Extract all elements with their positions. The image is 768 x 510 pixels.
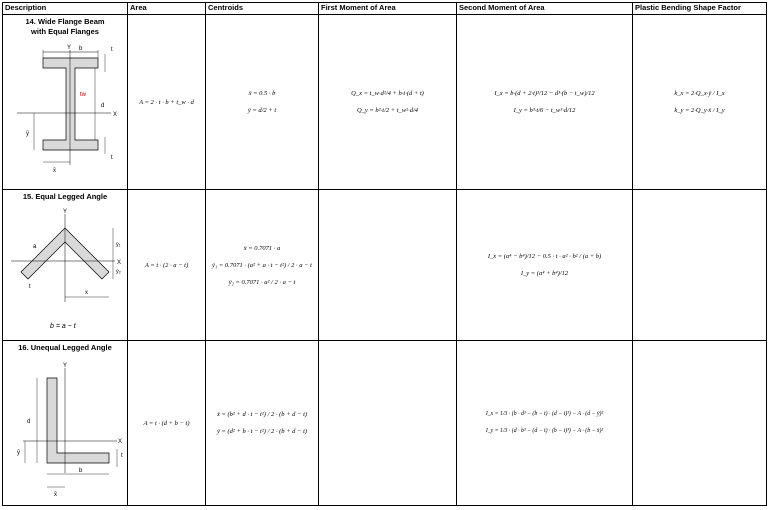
description-cell xyxy=(3,190,128,341)
centroids-cell xyxy=(206,15,319,190)
svg-text:x: x xyxy=(85,290,88,296)
second-moment-cell xyxy=(457,15,633,190)
svg-text:x̄: x̄ xyxy=(54,492,57,498)
centroid-y: ȳ = d/2 + t xyxy=(247,107,277,114)
header-description: Description xyxy=(3,3,128,15)
area-cell xyxy=(128,341,206,506)
header-centroids: Centroids xyxy=(206,3,319,15)
header-row xyxy=(3,3,767,15)
shape-factor-kx: k_x = 2·Q_x·ȳ / I_x xyxy=(674,90,725,97)
svg-text:d: d xyxy=(27,419,31,425)
second-moment-iy: I_y = 1/3 · (d · b³ − (d − t) · (b − t)³) − A · (b − x̄)² xyxy=(485,428,604,434)
svg-text:Y: Y xyxy=(63,209,68,215)
centroid-y: ȳ = (d² + b · t − t²) / 2 · (b + d − t) xyxy=(216,428,308,435)
shape-factor-cell xyxy=(633,15,767,190)
area-formula: A = t · (d + b − t) xyxy=(143,419,190,427)
angle-caption: b = a − t xyxy=(50,323,76,330)
centroid-x: x̄ = 0.5 · b xyxy=(248,90,276,97)
svg-text:X: X xyxy=(117,260,122,266)
row-title: 14. Wide Flange Beam with Equal Flanges xyxy=(25,17,105,36)
svg-text:Y: Y xyxy=(63,363,68,369)
shape-factor-ky: k_y = 2·Q_y·x̄ / I_y xyxy=(674,107,725,114)
header-second-moment: Second Moment of Area xyxy=(457,3,633,15)
svg-text:d: d xyxy=(101,103,105,109)
first-moment-qy: Q_y = b²·t/2 + t_w²·d/4 xyxy=(356,107,419,114)
second-moment-ix: I_x = (a⁴ − b⁴)/12 − 0.5 · t · a² · b² / (a + b) xyxy=(487,253,602,260)
area-cell xyxy=(128,190,206,341)
centroids-cell xyxy=(206,190,319,341)
first-moment-qx: Q_x = t_w·d²/4 + b·t·(d + t) xyxy=(351,90,424,97)
svg-text:ȳ₁: ȳ₁ xyxy=(116,242,121,248)
svg-text:b: b xyxy=(79,468,83,474)
svg-text:X: X xyxy=(118,439,123,445)
table-row xyxy=(3,190,767,341)
second-moment-ix: I_x = b·(d + 2·t)³/12 − d³·(b − t_w)/12 xyxy=(494,90,595,97)
row-title: 16. Unequal Legged Angle xyxy=(18,343,112,352)
second-moment-iy: I_y = (a⁴ + b⁴)/12 xyxy=(520,270,569,277)
svg-text:tw: tw xyxy=(80,92,86,98)
svg-text:t: t xyxy=(111,155,113,161)
area-formula: A = 2 · t · b + t_w · d xyxy=(139,98,194,106)
svg-text:ȳ: ȳ xyxy=(17,450,20,456)
svg-text:x̄: x̄ xyxy=(53,168,56,174)
table-row xyxy=(3,15,767,190)
svg-text:ȳ₂: ȳ₂ xyxy=(116,269,121,275)
description-cell xyxy=(3,341,128,506)
equal-angle-diagram xyxy=(3,202,126,337)
svg-text:a: a xyxy=(33,244,37,250)
section-properties-table xyxy=(2,2,767,506)
svg-text:t: t xyxy=(29,284,31,290)
svg-text:Y: Y xyxy=(67,45,72,51)
description-cell xyxy=(3,15,128,190)
area-cell xyxy=(128,15,206,190)
first-moment-cell xyxy=(319,15,457,190)
table-row xyxy=(3,341,767,506)
row-title: 15. Equal Legged Angle xyxy=(22,192,108,201)
unequal-angle-diagram xyxy=(3,353,126,503)
centroid-x: x̄ = (b² + d · t − t²) / 2 · (b + d − t) xyxy=(216,411,308,418)
svg-text:X: X xyxy=(113,112,118,118)
centroid-x: x̄ = 0.7071 · a xyxy=(243,244,281,252)
svg-text:t: t xyxy=(111,47,113,53)
area-formula: A = t · (2 · a − t) xyxy=(144,261,189,269)
first-moment-cell xyxy=(319,341,457,506)
second-moment-ix: I_x = 1/3 · (b · d³ − (b − t) · (d − t)³) − A · (d − ȳ)² xyxy=(485,411,604,417)
svg-text:t: t xyxy=(121,453,123,459)
second-moment-iy: I_y = b³·t/6 − t_w³·d/12 xyxy=(513,107,576,114)
wide-flange-beam-diagram xyxy=(3,37,126,187)
centroid-y2: ȳ₂ = 0.7071 · a² / 2 · a − t xyxy=(228,278,296,286)
shape-factor-cell xyxy=(633,341,767,506)
centroids-cell xyxy=(206,341,319,506)
header-area: Area xyxy=(128,3,206,15)
first-moment-cell xyxy=(319,190,457,341)
second-moment-cell xyxy=(457,341,633,506)
header-first-moment: First Moment of Area xyxy=(319,3,457,15)
svg-text:b: b xyxy=(79,46,83,52)
shape-factor-cell xyxy=(633,190,767,341)
svg-text:ȳ: ȳ xyxy=(26,131,29,137)
second-moment-cell xyxy=(457,190,633,341)
header-shape-factor: Plastic Bending Shape Factor xyxy=(633,3,767,15)
centroid-y1: ȳ₁ = 0.7071 · (a² + a · t − t²) / 2 · a − t xyxy=(212,261,312,269)
